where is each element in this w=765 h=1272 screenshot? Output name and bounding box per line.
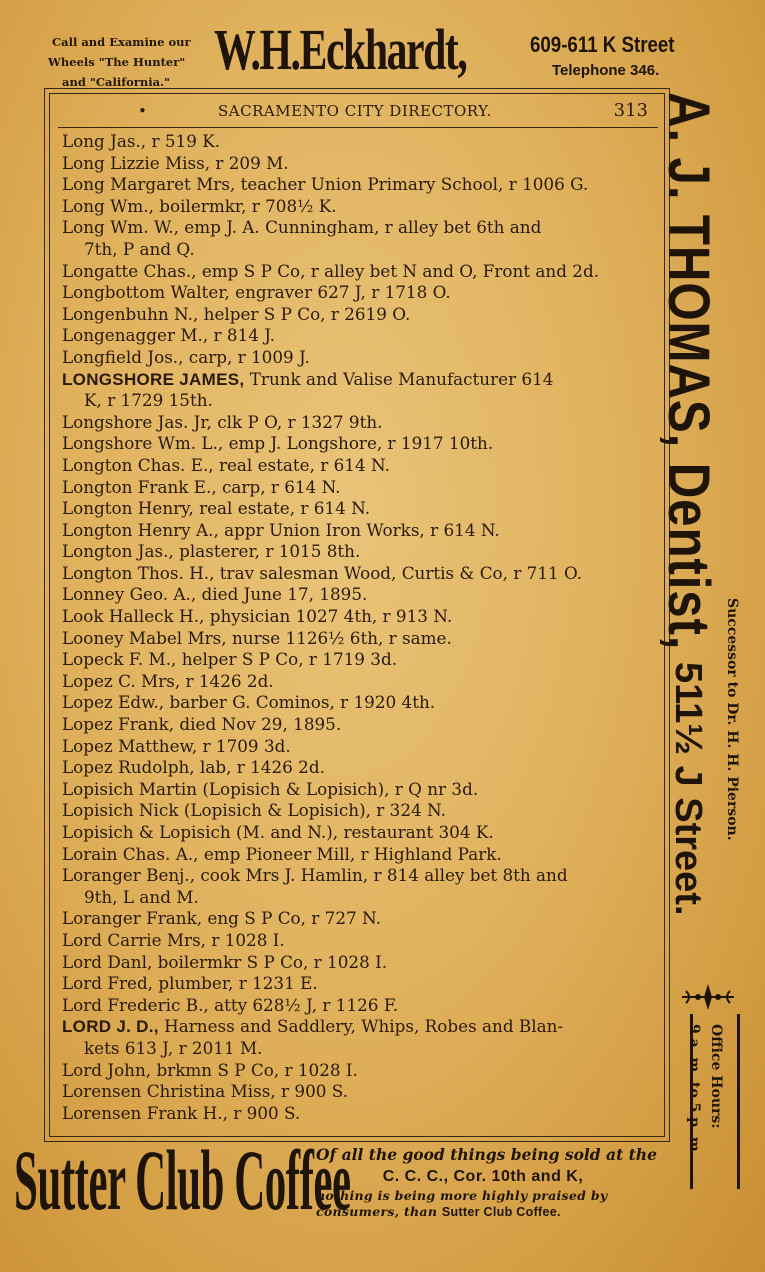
entry-text: Long Jas., r 519 K.: [62, 131, 221, 151]
bottom-ad-text: [316, 1144, 680, 1220]
directory-entry: [62, 865, 656, 887]
directory-entry: [62, 131, 656, 153]
bottom-ad-line-4-prefix: consumers, than: [316, 1204, 442, 1219]
bottom-ad-line-3: nothing is being more highly praised by: [316, 1188, 608, 1203]
directory-entry: [62, 671, 656, 693]
bottom-ad-line-2: C. C. C., Cor. 10th and K,: [382, 1168, 584, 1185]
directory-entry-continuation: [62, 239, 656, 261]
header-bullet: •: [138, 102, 147, 120]
side-ad-dentist-name: [656, 92, 721, 749]
entry-text: 9th, L and M.: [84, 886, 199, 907]
directory-entry: [62, 822, 656, 844]
directory-entry: [62, 1081, 656, 1103]
directory-entry-continuation: [62, 887, 656, 909]
entry-text: Longton Thos. H., trav salesman Wood, Curtis & Co, r 711 O.: [62, 562, 583, 583]
entry-text: kets 613 J, r 2011 M.: [84, 1037, 263, 1058]
bottom-ad-brand: Sutter Club Coffee: [14, 1132, 351, 1228]
directory-entry: [62, 1103, 656, 1125]
entry-text: Long Lizzie Miss, r 209 M.: [62, 152, 289, 173]
directory-entry-continuation: [62, 1038, 656, 1060]
top-ad-address: 609-611 K Street: [530, 32, 675, 57]
directory-entry: [62, 952, 656, 974]
directory-entry: [62, 606, 656, 628]
top-ad-phone: Telephone 346.: [552, 62, 660, 79]
directory-entry: [62, 217, 656, 239]
directory-entry: [62, 304, 656, 326]
directory-entry: [62, 692, 656, 714]
entry-text: Longton Henry A., appr Union Iron Works, r 614 N.: [62, 519, 500, 540]
entry-text: Look Halleck H., physician 1027 4th, r 913 N.: [62, 606, 453, 627]
directory-entry: [62, 908, 656, 930]
directory-entry: [62, 995, 656, 1017]
directory-entry: [62, 369, 656, 391]
directory-entry: [62, 973, 656, 995]
entry-text: Harness and Saddlery, Whips, Robes and Blan-: [158, 1016, 564, 1037]
top-ad-business-name: W.H.Eckhardt,: [214, 17, 467, 82]
directory-entry-continuation: [62, 390, 656, 412]
entry-text: Lopeck F. M., helper S P Co, r 1719 3d.: [62, 649, 398, 670]
top-ad-line-3: and "California.": [62, 75, 171, 89]
entry-text: Long Wm., boilermkr, r 708½ K.: [62, 195, 337, 216]
directory-entry: [62, 800, 656, 822]
directory-entry: [62, 153, 656, 175]
entry-text: Loranger Benj., cook Mrs J. Hamlin, r 814 alley bet 8th and: [62, 865, 568, 886]
directory-entry: [62, 1060, 656, 1082]
entry-bold-name: LONGSHORE JAMES,: [62, 369, 245, 389]
side-ad-street: 511½ J Street.: [667, 662, 709, 916]
header-divider: [58, 127, 658, 128]
office-hours-times: 9 a. m. to 5 p. m.: [686, 1024, 702, 1157]
bottom-ad-line-1: Of all the good things being sold at the: [316, 1145, 657, 1164]
entry-text: Lopez Edw., barber G. Cominos, r 1920 4th.: [62, 692, 436, 713]
entry-text: Lopez Frank, died Nov 29, 1895.: [62, 714, 342, 735]
directory-entry: [62, 282, 656, 304]
directory-entry: [62, 261, 656, 283]
side-ad-successor: Successor to Dr. H. H. Pierson.: [724, 598, 740, 841]
directory-entry: [62, 541, 656, 563]
top-ad-line-2: Wheels "The Hunter": [48, 55, 186, 69]
side-ad-dentist-name-text: A. J. THOMAS, Dentist,: [656, 92, 721, 651]
entry-text: Looney Mabel Mrs, nurse 1126½ 6th, r same.: [62, 627, 452, 648]
directory-entry: [62, 455, 656, 477]
page-header: [58, 98, 658, 124]
entry-text: Lord Frederic B., atty 628½ J, r 1126 F.: [62, 994, 399, 1015]
entry-text: Longton Frank E., carp, r 614 N.: [62, 476, 341, 497]
directory-entry: [62, 325, 656, 347]
ornament-icon: [680, 982, 736, 1012]
directory-entry: [62, 649, 656, 671]
entry-text: Longbottom Walter, engraver 627 J, r 1718 O.: [62, 282, 451, 303]
directory-entry: [62, 757, 656, 779]
entry-text: Longton Henry, real estate, r 614 N.: [62, 498, 371, 519]
entry-text: Longenagger M., r 814 J.: [62, 325, 275, 346]
entry-text: Lopez C. Mrs, r 1426 2d.: [62, 670, 274, 691]
directory-entry: [62, 714, 656, 736]
entry-text: Loranger Frank, eng S P Co, r 727 N.: [62, 908, 381, 929]
entry-text: Longshore Wm. L., emp J. Longshore, r 1917 10th.: [62, 433, 494, 454]
entry-text: Lord John, brkmn S P Co, r 1028 I.: [62, 1059, 358, 1080]
entry-text: Lord Carrie Mrs, r 1028 I.: [62, 929, 285, 950]
top-ad-line-1: Call and Examine our: [52, 35, 191, 49]
entry-text: Long Wm. W., emp J. A. Cunningham, r alley bet 6th and: [62, 217, 542, 238]
entry-text: Trunk and Valise Manufacturer 614: [244, 368, 554, 389]
page-title: SACRAMENTO CITY DIRECTORY.: [218, 102, 492, 120]
directory-entry: [62, 628, 656, 650]
directory-entry: [62, 930, 656, 952]
entry-text: Lonney Geo. A., died June 17, 1895.: [62, 584, 368, 605]
bottom-ad-line-4-brand: Sutter Club Coffee.: [441, 1205, 561, 1219]
directory-entry: [62, 584, 656, 606]
entry-text: Lopisich Nick (Lopisich & Lopisich), r 324 N.: [62, 800, 446, 821]
entry-text: Longenbuhn N., helper S P Co, r 2619 O.: [62, 303, 411, 324]
entry-text: Lorensen Frank H., r 900 S.: [62, 1102, 301, 1123]
entry-text: Lorain Chas. A., emp Pioneer Mill, r Highland Park.: [62, 843, 502, 864]
directory-entry: [62, 477, 656, 499]
directory-entry: [62, 563, 656, 585]
entry-text: Lopez Matthew, r 1709 3d.: [62, 735, 291, 756]
entry-text: Long Margaret Mrs, teacher Union Primary School, r 1006 G.: [62, 174, 589, 195]
entry-text: K, r 1729 15th.: [84, 390, 213, 411]
directory-entry: [62, 174, 656, 196]
directory-entry: [62, 1016, 656, 1038]
entry-text: Longfield Jos., carp, r 1009 J.: [62, 346, 310, 367]
entry-text: 7th, P and Q.: [84, 238, 195, 259]
directory-entry: [62, 520, 656, 542]
directory-entries: [62, 131, 656, 1124]
entry-text: Lopisich & Lopisich (M. and N.), restaurant 304 K.: [62, 822, 494, 842]
entry-text: Longatte Chas., emp S P Co, r alley bet N and O, Front and 2d.: [62, 260, 600, 281]
entry-text: Lorensen Christina Miss, r 900 S.: [62, 1081, 348, 1102]
entry-text: Lord Danl, boilermkr S P Co, r 1028 I.: [62, 951, 388, 972]
entry-text: Lord Fred, plumber, r 1231 E.: [62, 973, 318, 994]
directory-entry: [62, 196, 656, 218]
entry-text: Longshore Jas. Jr, clk P O, r 1327 9th.: [62, 411, 383, 432]
page-number: 313: [613, 100, 648, 121]
entry-text: Longton Chas. E., real estate, r 614 N.: [62, 454, 390, 475]
directory-entry: [62, 412, 656, 434]
directory-entry: [62, 736, 656, 758]
entry-bold-name: LORD J. D.,: [62, 1017, 159, 1037]
entry-text: Lopisich Martin (Lopisich & Lopisich), r Q nr 3d.: [62, 778, 479, 799]
directory-entry: [62, 498, 656, 520]
bottom-ad-line-4: [316, 1204, 680, 1220]
directory-entry: [62, 433, 656, 455]
directory-entry: [62, 779, 656, 801]
entry-text: Longton Jas., plasterer, r 1015 8th.: [62, 541, 361, 562]
top-ad-tagline: [48, 32, 212, 92]
directory-entry: [62, 347, 656, 369]
office-hours-label: Office Hours:: [708, 1024, 724, 1129]
directory-entry: [62, 844, 656, 866]
top-ad-contact: [530, 30, 730, 82]
entry-text: Lopez Rudolph, lab, r 1426 2d.: [62, 757, 325, 778]
